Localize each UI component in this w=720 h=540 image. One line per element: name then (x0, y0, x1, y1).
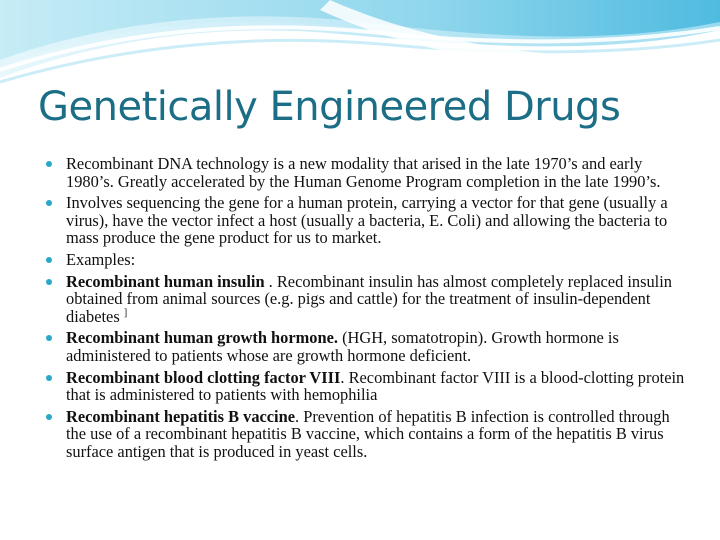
bullet-text: . Prevention of hepatitis B infection is controlled through the use of a recombinant hepatitis B vaccine, which contains a form of the hepatitis B virus surface antigen that is produced in yeast cells. (66, 406, 670, 461)
bullet-icon (46, 257, 52, 263)
bullet-heading: Recombinant blood clotting factor VIII (66, 367, 341, 387)
bullet-item (46, 251, 686, 269)
bullet-item (46, 273, 686, 326)
bullet-icon (46, 375, 52, 381)
bullet-item (46, 369, 686, 404)
bullet-text: (HGH, somatotropin). Growth hormone is administered to patients whose are growth hormone deficient. (66, 328, 619, 365)
bullet-icon (46, 200, 52, 206)
bullet-text: . Recombinant factor VIII is a blood-clotting protein that is administered to patients with hemophilia (66, 367, 685, 405)
bullet-icon (46, 414, 52, 420)
slide-title: Genetically Engineered Drugs (38, 84, 621, 130)
bullet-icon (46, 279, 52, 285)
bullet-item (46, 194, 686, 247)
bullet-icon (46, 161, 52, 167)
bullet-heading: Recombinant hepatitis B vaccine (66, 406, 296, 426)
bullet-text: Involves sequencing the gene for a human protein, carrying a vector for that gene (usually a virus), have the vector infect a host (usually a bacteria, E. Coli) and allowing the bacteria to mass produce the gene product for us to market. (66, 193, 668, 248)
bullet-text: Examples: (66, 249, 136, 269)
bullet-item (46, 408, 686, 461)
bullet-text: . Recombinant insulin has almost completely replaced insulin obtained from animal sources (e.g. pigs and cattle) for the treatment of insulin-dependent diabetes (66, 271, 672, 326)
bullet-heading: Recombinant human growth hormone. (66, 328, 338, 348)
bullet-text: Recombinant DNA technology is a new modality that arised in the late 1970’s and early 1980’s. Greatly accelerated by the Human Genome Program completion in the late 1990’s. (66, 154, 661, 191)
citation-mark: ] (123, 307, 128, 319)
bullet-icon (46, 335, 52, 341)
bullet-item (46, 329, 686, 364)
bullet-list (46, 155, 686, 465)
bullet-heading: Recombinant human insulin (66, 271, 265, 291)
bullet-item (46, 155, 686, 190)
